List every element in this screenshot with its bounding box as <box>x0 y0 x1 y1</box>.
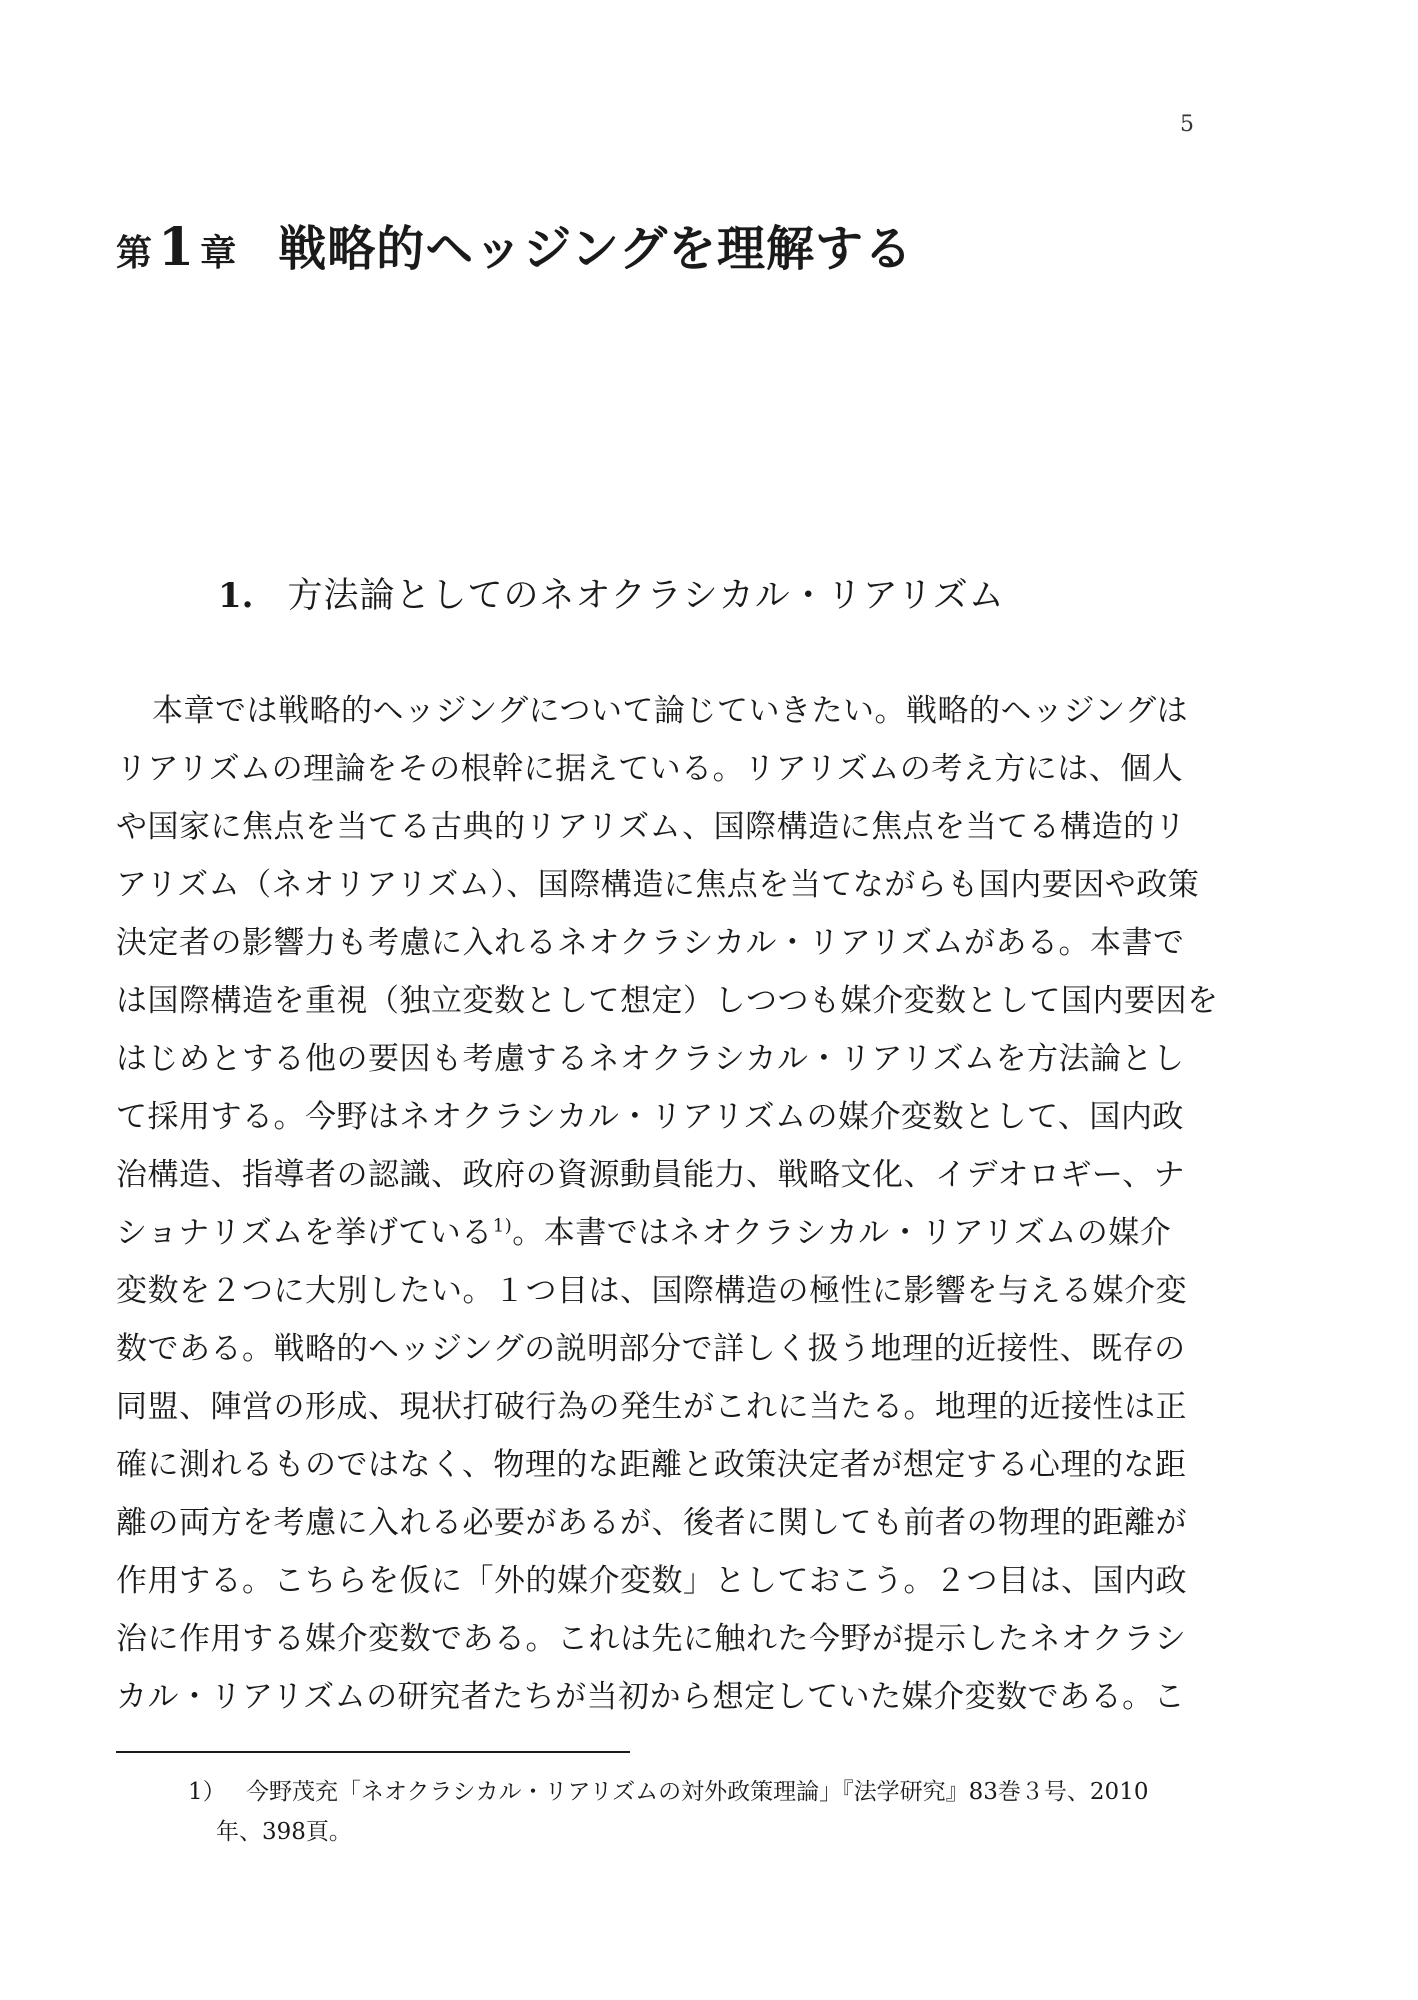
body-line-segment: ショナリズムを挙げている <box>116 1215 493 1251</box>
body-text <box>116 682 1236 1726</box>
body-line: 本章では戦略的ヘッジングについて論じていきたい。戦略的ヘッジングは <box>152 693 1189 729</box>
body-line: て採用する。今野はネオクラシカル・リアリズムの媒介変数として、国内政 <box>116 1099 1184 1135</box>
body-line-with-footnote <box>116 1204 1236 1262</box>
section-title: 方法論としてのネオクラシカル・リアリズム <box>287 576 1005 616</box>
footnote-text: 今野茂充「ネオクラシカル・リアリズムの対外政策理論」『法学研究』83巻３号、2010 <box>246 1779 1149 1805</box>
body-line: 決定者の影響力も考慮に入れるネオクラシカル・リアリズムがある。本書で <box>116 925 1185 961</box>
chapter-heading <box>116 210 913 279</box>
body-line: 確に測れるものではなく、物理的な距離と政策決定者が想定する心理的な距 <box>116 1447 1187 1483</box>
footnote-line <box>188 1772 1238 1812</box>
chapter-title: 戦略的ヘッジングを理解する <box>278 221 914 277</box>
body-line: 変数を２つに大別したい。１つ目は、国際構造の極性に影響を与える媒介変 <box>116 1273 1187 1309</box>
footnote-reference[interactable]: 1) <box>492 1215 513 1237</box>
body-line: や国家に焦点を当てる古典的リアリズム、国際構造に焦点を当てる構造的リ <box>116 809 1187 845</box>
section-heading <box>218 568 1005 618</box>
footnote-marker: 1） <box>188 1779 226 1805</box>
chapter-label <box>116 217 236 278</box>
footnote-divider <box>116 1751 630 1753</box>
body-line-segment: 。本書ではネオクラシカル・リアリズムの媒介 <box>512 1215 1172 1251</box>
chapter-prefix: 第 <box>116 233 153 274</box>
body-line: 数である。戦略的ヘッジングの説明部分で詳しく扱う地理的近接性、既存の <box>116 1331 1186 1367</box>
body-line: はじめとする他の要因も考慮するネオクラシカル・リアリズムを方法論とし <box>116 1041 1185 1077</box>
body-line: は国際構造を重視（独立変数として想定）しつつも媒介変数として国内要因を <box>116 983 1219 1019</box>
body-line: カル・リアリズムの研究者たちが当初から想定していた媒介変数である。こ <box>116 1679 1186 1715</box>
chapter-number: 1 <box>158 217 195 278</box>
body-line: 作用する。こちらを仮に「外的媒介変数」としておこう。２つ目は、国内政 <box>116 1563 1187 1599</box>
footnote-line: 年、398頁。 <box>216 1819 352 1845</box>
section-number: 1. <box>218 576 254 616</box>
footnote <box>188 1772 1238 1852</box>
body-line: 治構造、指導者の認識、政府の資源動員能力、戦略文化、イデオロギー、ナ <box>116 1157 1186 1193</box>
body-line: アリズム（ネオリアリズム）、国際構造に焦点を当てながらも国内要因や政策 <box>116 867 1200 903</box>
page-number: 5 <box>1180 112 1194 137</box>
body-line: リアリズムの理論をその根幹に据えている。リアリズムの考え方には、個人 <box>116 751 1184 787</box>
chapter-suffix: 章 <box>200 233 237 274</box>
body-line: 離の両方を考慮に入れる必要があるが、後者に関しても前者の物理的距離が <box>116 1505 1187 1541</box>
body-line: 同盟、陣営の形成、現状打破行為の発生がこれに当たる。地理的近接性は正 <box>116 1389 1187 1425</box>
body-line: 治に作用する媒介変数である。これは先に触れた今野が提示したネオクラシ <box>116 1621 1187 1657</box>
